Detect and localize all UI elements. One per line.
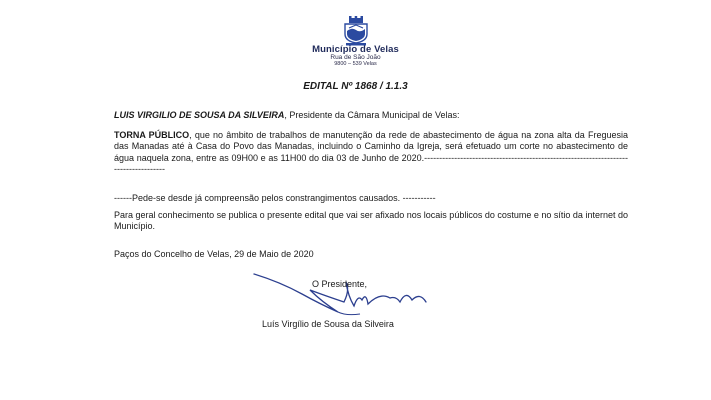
publication-paragraph: Para geral conhecimento se publica o presente edital que vai ser afixado nos locais públicos do costume e no sítio da internet do Município. [114,210,628,232]
president-name: LUIS VIRGILIO DE SOUSA DA SILVEIRA [114,110,285,120]
signature-title: O Presidente, [312,279,368,289]
announcement-lead: TORNA PÚBLICO [114,130,190,140]
address-street: Rua de São João [330,54,381,61]
president-role: , Presidente da Câmara Municipal de Velas: [284,110,460,120]
signatory-name: Luís Virgílio de Sousa da Silveira [262,319,394,329]
municipal-coat-of-arms-icon [340,16,372,46]
edital-title: EDITAL Nº 1868 / 1.1.3 [303,81,408,92]
notice-paragraph: ------Pede-se desde já compreensão pelos constrangimentos causados. ----------- [114,193,436,203]
address-postal: 9800 – 539 Velas [334,61,377,67]
place-date: Paços do Concelho de Velas, 29 de Maio de 2020 [114,249,314,259]
announcement-text: , que no âmbito de trabalhos de manutenção da rede de abastecimento de água na zona alta da Freguesia das Manadas até à Casa do Povo das Manadas, incluindo o Caminho da Igreja, será efetuado um corte no abastecimento de água naquela zona, entre as 09H00 e as 11H00 do dia 03 de Junho de 2020.------------------------------------------------------------------------------------- [114,130,628,175]
organization-name: Município de Velas [312,44,399,55]
intro-paragraph [114,110,628,121]
announcement-paragraph [114,130,628,176]
